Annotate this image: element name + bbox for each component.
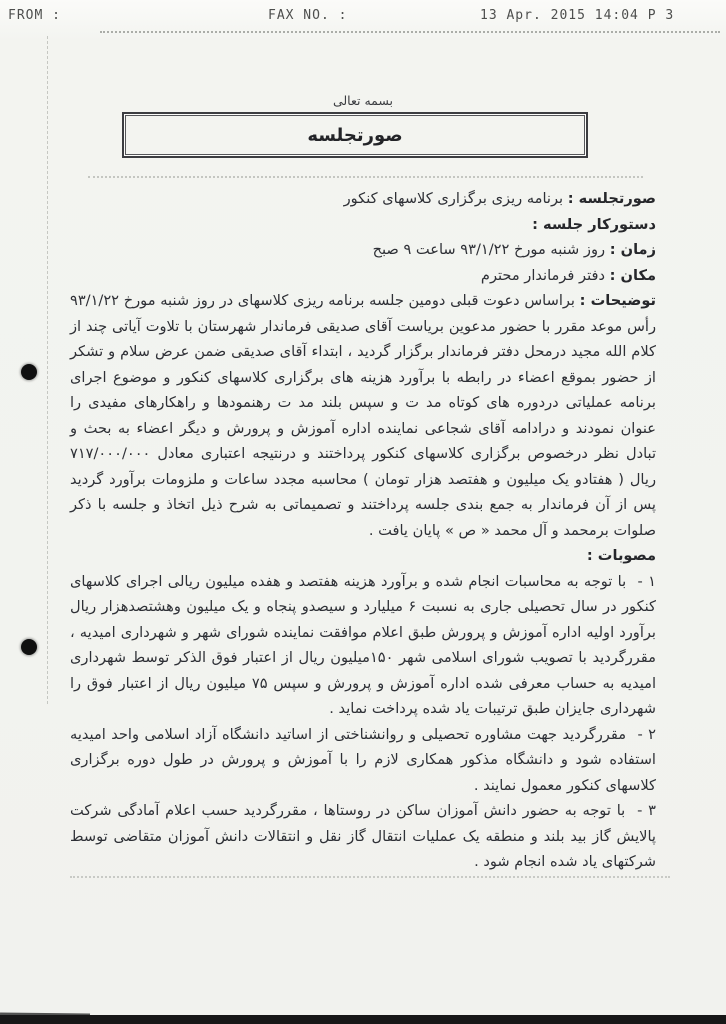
- scan-artifact-line-left: [47, 36, 48, 704]
- punch-hole-bottom: [21, 639, 37, 655]
- document-title: صورتجلسه: [307, 124, 403, 146]
- fax-header: [0, 6, 726, 28]
- resolution-number-2: ۲ -: [637, 725, 656, 743]
- resolution-text-2: مقررگردید جهت مشاوره تحصیلی و روانشناختی از اساتید دانشگاه آزاد اسلامی واحد امیدیه استفاده شود و دانشگاه مذکور همکاری لازم را با آموزش و پرورش در طول دوره برگزاری کلاسهای کنکور معمول نمایند .: [70, 725, 656, 794]
- agenda-line: [70, 212, 656, 238]
- description-text: براساس دعوت قبلی دومین جلسه برنامه ریزی کلاسهای در روز شنبه مورخ ۹۳/۱/۲۲ رأس موعد مقرر با حضور مدعوین بریاست آقای صدیقی فرماندار شهرستان با تلاوت آیاتی چند از کلام الله مجید درمحل دفتر فرماندار برگزار گردید ، ابتداء آقای صدیقی ضمن عرض سلام و تشکر از حضور بموقع اعضاء در رابطه با برآورد هزینه های برگزاری کلاسهای کنکور و موضوع اجرای برنامه عملیاتی دردوره های کوتاه مد ت و سپس بلند مد ت رهنمودها و راهکارهای مفیدی را عنوان نمودند و درادامه آقای شجاعی نماینده اداره آموزش و پرورش و دیگر اعضاء به بحث و تبادل نظر درخصوص برگزاری کلاسهای کنکور پرداختند و درنتیجه اعتباری معادل ۷۱۷/۰۰۰/۰۰۰ ریال ( هفتادو یک میلیون و هفتصد هزار تومان ) محاسبه مجدد ساعات و ملزومات برآورد گردید پس از آن فرماندار به جمع بندی جلسه پرداختند و تصمیماتی به شرح ذیل اتخاذ و جلسه با ذکر صلوات برمحمد و آل محمد « ص » پایان یافت .: [70, 292, 656, 539]
- resolutions-label: مصوبات :: [586, 547, 656, 564]
- subject-line: [70, 186, 656, 212]
- document-body: [70, 186, 656, 875]
- resolution-number-3: ۳ -: [637, 802, 657, 819]
- description-paragraph: [70, 288, 656, 543]
- time-value: روز شنبه مورخ ۹۳/۱/۲۲ ساعت ۹ صبح: [372, 241, 606, 258]
- subject-value: برنامه ریزی برگزاری کلاسهای کنکور: [343, 190, 564, 207]
- location-line: [70, 263, 656, 289]
- resolution-number-1: ۱ -: [637, 572, 657, 590]
- time-line: [70, 237, 656, 263]
- agenda-label: دستورکار جلسه :: [532, 215, 656, 233]
- resolution-text-3: با توجه به حضور دانش آموزان ساکن در روستاها ، مقررگردید حسب اعلام آمادگی شرکت پالایش گاز بید بلند و منطقه یک عملیات انتقال گاز نقل و انتقالات دانش آموزان متقاضی توسط شرکتهای یاد شده انجام شود .: [70, 802, 656, 870]
- resolutions-heading: [70, 543, 656, 569]
- fax-datetime: 13 Apr. 2015 14:04 P 3: [480, 8, 675, 23]
- subject-label: صورتجلسه :: [567, 190, 656, 207]
- location-label: مکان :: [609, 266, 656, 284]
- resolution-item-1: [70, 569, 656, 722]
- resolution-text-1: با توجه به محاسبات انجام شده و برآورد هزینه هفتصد و هفده میلیون ریالی اجرای کلاسهای کنکور در سال تحصیلی جاری به نسبت ۶ میلیارد و سیصدو پنجاه و یک میلیون وهشتصدهزار ریال برآورد اولیه اداره آموزش و پرورش طبق اعلام موافقت نماینده شورای شهر و شهرداری امیدیه ، مقررگردید با تصویب شورای اسلامی شهر ۱۵۰میلیون ریال از اعتبار فوق الذکر توسط شهرداری امیدیه به حساب معرفی شده اداره آموزش و پرورش و سپس ۷۵ میلیون ریال از اعتبار فوق را شهرداری جایزان طبق ترتیبات یاد شده پرداخت نماید .: [70, 572, 657, 717]
- scan-artifact-specks: [88, 176, 643, 178]
- time-label: زمان :: [609, 241, 656, 258]
- description-label: توضیحات :: [579, 292, 656, 309]
- resolution-item-2: [70, 722, 656, 799]
- scan-artifact-line-top: [100, 31, 720, 33]
- scan-edge-band: [0, 1015, 726, 1024]
- punch-hole-top: [21, 364, 37, 380]
- document-title-box: [122, 112, 588, 158]
- fax-number-label: FAX NO. :: [268, 8, 348, 23]
- resolution-item-3: [70, 798, 656, 875]
- bismillah-text: بسمه تعالی: [332, 93, 394, 108]
- fax-from-label: FROM :: [8, 8, 61, 23]
- scan-artifact-line-bottom: [70, 876, 670, 878]
- location-value: دفتر فرماندار محترم: [480, 266, 605, 284]
